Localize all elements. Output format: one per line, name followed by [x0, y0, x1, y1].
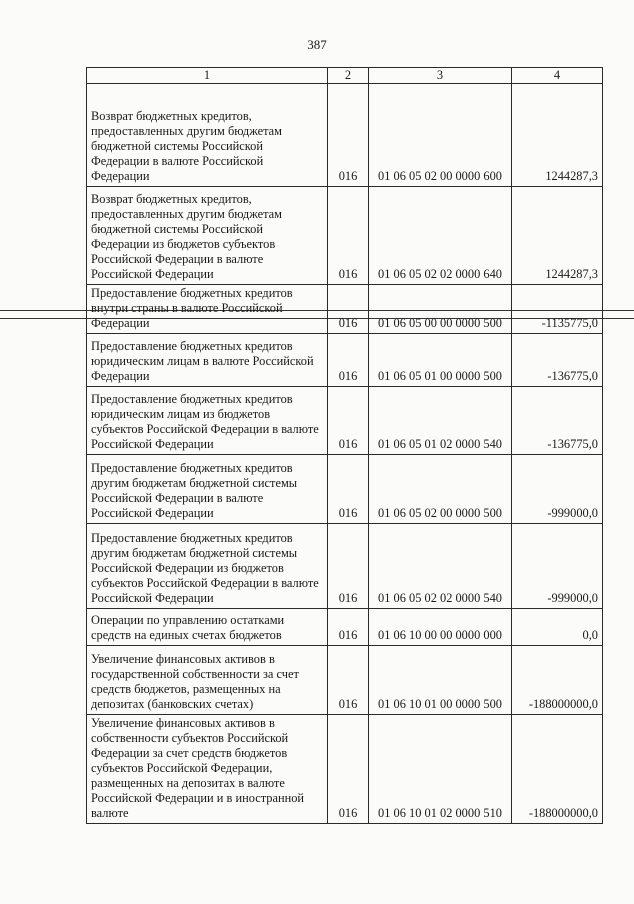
row-amount: -999000,0 [512, 524, 603, 609]
col-header-4: 4 [512, 68, 603, 84]
col-header-3: 3 [369, 68, 512, 84]
row-name: Предоставление бюджетных кредитов юридическим лицам из бюджетов субъектов Российской Федерации в валюте Российской Федерации [87, 387, 328, 455]
row-budget-code: 01 06 10 00 00 0000 000 [369, 609, 512, 646]
col-header-2: 2 [328, 68, 369, 84]
row-budget-code: 01 06 05 00 00 0000 500 [369, 285, 512, 334]
table-row [87, 524, 603, 609]
row-amount: -136775,0 [512, 334, 603, 387]
row-budget-code: 01 06 05 01 00 0000 500 [369, 334, 512, 387]
row-name: Предоставление бюджетных кредитов внутри страны в валюте Российской Федерации [87, 285, 328, 334]
col-header-1: 1 [87, 68, 328, 84]
row-name: Увеличение финансовых активов в государственной собственности за счет средств бюджетов, размещенных на депозитах (банковских счетах) [87, 646, 328, 715]
row-budget-code: 01 06 05 02 02 0000 540 [369, 524, 512, 609]
row-name: Операции по управлению остатками средств на единых счетах бюджетов [87, 609, 328, 646]
row-admin-code: 016 [328, 387, 369, 455]
row-amount: 1244287,3 [512, 187, 603, 285]
row-budget-code: 01 06 05 02 02 0000 640 [369, 187, 512, 285]
row-admin-code: 016 [328, 609, 369, 646]
table-row [87, 387, 603, 455]
page-number: 387 [307, 37, 327, 52]
row-amount: -1135775,0 [512, 285, 603, 334]
table-row [87, 646, 603, 715]
row-budget-code: 01 06 05 01 02 0000 540 [369, 387, 512, 455]
row-admin-code: 016 [328, 524, 369, 609]
row-budget-code: 01 06 10 01 00 0000 500 [369, 646, 512, 715]
row-name: Предоставление бюджетных кредитов другим бюджетам бюджетной системы Российской Федерации из бюджетов субъектов Российской Федерации в валюте Российской Федерации [87, 524, 328, 609]
row-amount: 1244287,3 [512, 84, 603, 187]
row-admin-code: 016 [328, 646, 369, 715]
table-row [87, 84, 603, 187]
table-row [87, 609, 603, 646]
budget-table [86, 67, 603, 824]
table-row [87, 285, 603, 334]
row-name: Возврат бюджетных кредитов, предоставленных другим бюджетам бюджетной системы Российской Федерации в валюте Российской Федерации [87, 84, 328, 187]
row-name: Возврат бюджетных кредитов, предоставленных другим бюджетам бюджетной системы Российской Федерации из бюджетов субъектов Российской Федерации в валюте Российской Федерации [87, 187, 328, 285]
table-row [87, 334, 603, 387]
row-amount: -188000000,0 [512, 715, 603, 824]
table-row [87, 715, 603, 824]
row-admin-code: 016 [328, 334, 369, 387]
row-admin-code: 016 [328, 715, 369, 824]
row-name: Увеличение финансовых активов в собственности субъектов Российской Федерации за счет средств бюджетов субъектов Российской Федерации, размещенных на депозитах в валюте Российской Федерации и в иностранной валюте [87, 715, 328, 824]
row-amount: -999000,0 [512, 455, 603, 524]
row-amount: 0,0 [512, 609, 603, 646]
row-name: Предоставление бюджетных кредитов юридическим лицам в валюте Российской Федерации [87, 334, 328, 387]
row-budget-code: 01 06 05 02 00 0000 600 [369, 84, 512, 187]
row-budget-code: 01 06 05 02 00 0000 500 [369, 455, 512, 524]
row-admin-code: 016 [328, 455, 369, 524]
row-budget-code: 01 06 10 01 02 0000 510 [369, 715, 512, 824]
row-amount: -188000000,0 [512, 646, 603, 715]
row-name: Предоставление бюджетных кредитов другим бюджетам бюджетной системы Российской Федерации в валюте Российской Федерации [87, 455, 328, 524]
row-admin-code: 016 [328, 285, 369, 334]
table-row [87, 455, 603, 524]
row-amount: -136775,0 [512, 387, 603, 455]
row-admin-code: 016 [328, 187, 369, 285]
table-row [87, 187, 603, 285]
header-row [87, 68, 603, 84]
row-admin-code: 016 [328, 84, 369, 187]
